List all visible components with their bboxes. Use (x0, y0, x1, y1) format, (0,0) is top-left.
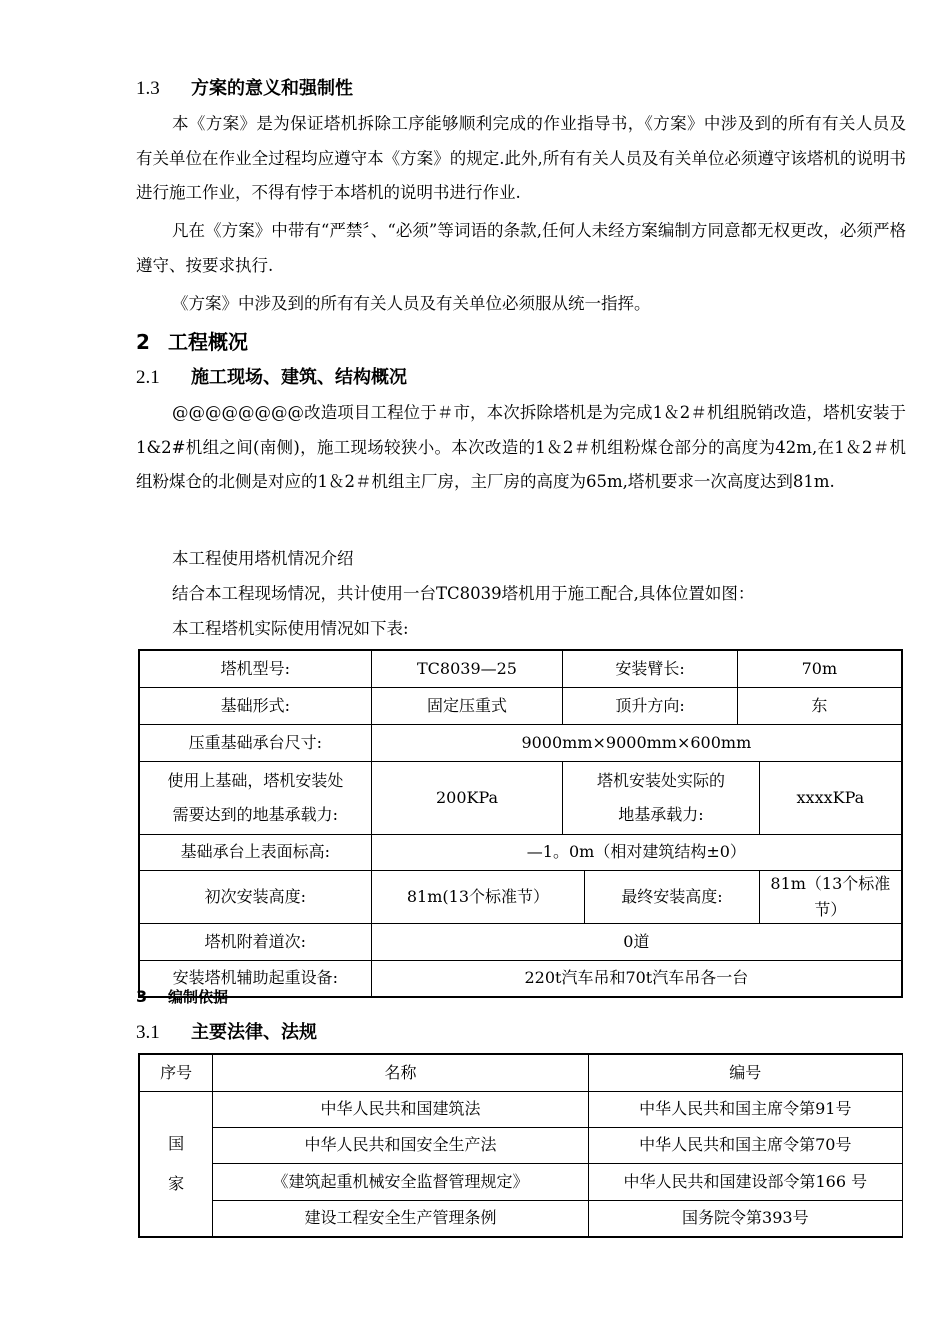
table-cell: 基础承台上表面标高: (139, 834, 371, 870)
table-cell: 中华人民共和国安全生产法 (213, 1127, 588, 1163)
group-cell-national (139, 1091, 213, 1237)
table-header-row (139, 1054, 903, 1091)
table-cell: 9000mm×9000mm×600mm (371, 724, 902, 761)
section-number: 2.1 (136, 367, 160, 388)
section-number: 3.1 (136, 1022, 160, 1043)
table-cell: 国务院令第393号 (588, 1200, 902, 1237)
table-row (139, 834, 902, 870)
section-number: 2 (136, 330, 150, 354)
group-char: 国 (168, 1133, 185, 1153)
text-crane-location: 结合本工程现场情况，共计使用一台TC8039塔机用于施工配合,具体位置如图： (172, 584, 755, 603)
cell-line: 地基承载力: (618, 804, 704, 824)
column-header-name: 名称 (213, 1054, 588, 1091)
table-cell: 压重基础承台尺寸: (139, 724, 371, 761)
table-cell: 建设工程安全生产管理条例 (213, 1200, 588, 1237)
section-title: 工程概况 (168, 330, 248, 354)
table-cell: 《建筑起重机械安全监督管理规定》 (213, 1163, 588, 1200)
section-title: 编制依据 (168, 988, 229, 1006)
paragraph-command: 《方案》中涉及到的所有有关人员及有关单位必须服从统一指挥。 (172, 294, 651, 313)
table-cell: 中华人民共和国主席令第70号 (588, 1127, 902, 1163)
table-row (139, 960, 902, 997)
section-title: 方案的意义和强制性 (191, 78, 353, 99)
table-cell: 塔机附着道次: (139, 923, 371, 960)
table-cell: 最终安装高度: (585, 870, 759, 923)
table-row (139, 687, 902, 724)
section-title: 施工现场、建筑、结构概况 (191, 367, 407, 388)
table-row (139, 1163, 903, 1200)
table-row (139, 1127, 903, 1163)
cell-line: 使用上基础，塔机安装处 (167, 770, 344, 790)
table-cell: 81m(13个标准节） (371, 870, 585, 923)
table-cell: 中华人民共和国主席令第91号 (588, 1091, 902, 1127)
table-cell: TC8039—25 (371, 650, 563, 687)
table-cell: 安装臂长: (563, 650, 737, 687)
paragraph-overview: @@@@@@@@改造项目工程位于＃市，本次拆除塔机是为完成1＆2＃机组脱销改造，塔机安装于1&2#机组之间(南侧)，施工现场较狭小。本次改造的1＆2＃机组粉煤仓部分的高度为42m,在1＆2＃机组粉煤仓的北侧是对应的1＆2＃机组主厂房，主厂房的高度为65m,塔机要求一次高度达到81m. (136, 403, 906, 491)
table-row (139, 761, 902, 834)
table-cell: xxxxKPa (759, 761, 902, 834)
table-row (139, 650, 902, 687)
column-header-code: 编号 (588, 1054, 902, 1091)
table-cell (563, 761, 759, 834)
table-cell: 塔机型号: (139, 650, 371, 687)
section-3-1-heading (136, 1018, 317, 1044)
section-title: 主要法律、法规 (191, 1022, 317, 1043)
table-cell: 初次安装高度: (139, 870, 371, 923)
table-row (139, 870, 902, 923)
text-crane-intro: 本工程使用塔机情况介绍 (172, 549, 354, 568)
table-cell: 220t汽车吊和70t汽车吊各一台 (371, 960, 902, 997)
paragraph-mandatory: 凡在《方案》中带有“严禁〞、“必须”等词语的条款,任何人未经方案编制方同意都无权更改，必须严格遵守、按要求执行. (136, 221, 906, 275)
table-cell: 81m（13个标准节） (759, 870, 902, 923)
column-header-seq: 序号 (139, 1054, 213, 1091)
table-cell: 200KPa (371, 761, 563, 834)
paragraph-purpose: 本《方案》是为保证塔机拆除工序能够顺利完成的作业指导书，《方案》中涉及到的所有有关人员及有关单位在作业全过程均应遵守本《方案》的规定.此外,所有有关人员及有关单位必须遵守该塔机的说明书进行施工作业，不得有悖于本塔机的说明书进行作业. (136, 114, 906, 202)
table-cell (139, 761, 371, 834)
table-cell: 中华人民共和国建设部令第166 号 (588, 1163, 902, 1200)
group-char: 家 (168, 1173, 185, 1193)
table-cell: 0道 (371, 923, 902, 960)
table-cell: 东 (737, 687, 902, 724)
table-cell: —1。0m（相对建筑结构±0） (371, 834, 902, 870)
section-1-3-heading (136, 74, 353, 100)
table-cell: 基础形式: (139, 687, 371, 724)
table-cell: 安装塔机辅助起重设备: (139, 960, 371, 997)
laws-table (138, 1053, 903, 1238)
section-3-heading (136, 986, 228, 1007)
cell-line: 需要达到的地基承载力: (172, 804, 339, 824)
table-row (139, 1200, 903, 1237)
table-cell: 顶升方向: (563, 687, 737, 724)
section-number: 1.3 (136, 78, 160, 99)
section-2-1-heading (136, 363, 407, 389)
crane-spec-table (138, 649, 903, 998)
table-cell: 中华人民共和国建筑法 (213, 1091, 588, 1127)
section-number: 3 (136, 987, 148, 1006)
table-cell: 固定压重式 (371, 687, 563, 724)
table-cell: 70m (737, 650, 902, 687)
section-2-heading (136, 326, 248, 355)
cell-line: 塔机安装处实际的 (596, 770, 725, 790)
table-row (139, 923, 902, 960)
table-row (139, 724, 902, 761)
table-row (139, 1091, 903, 1127)
text-table-intro: 本工程塔机实际使用情况如下表: (172, 619, 409, 638)
